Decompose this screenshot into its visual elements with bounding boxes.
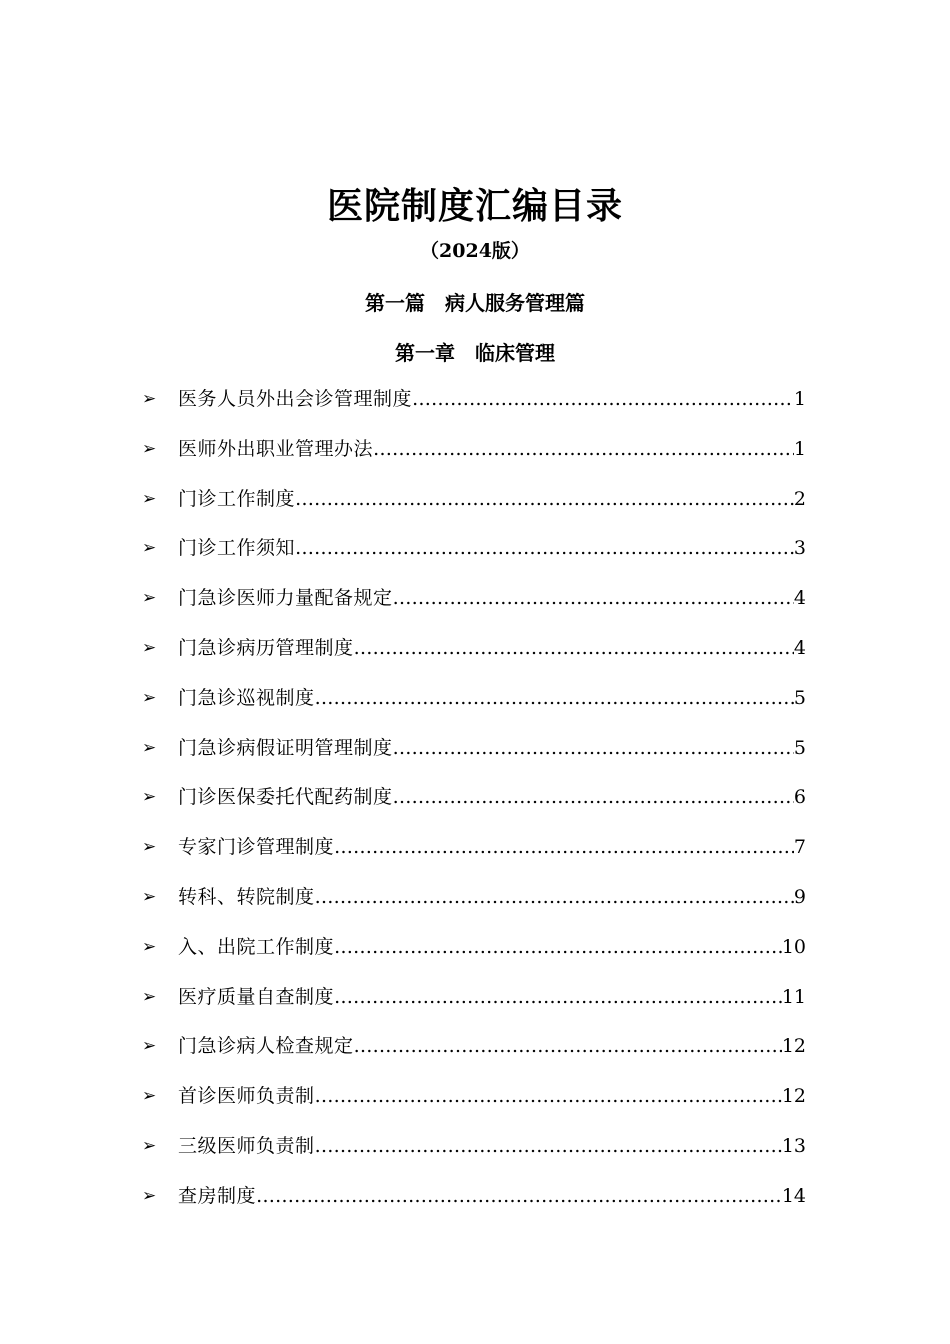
document-title: 医院制度汇编目录 (326, 186, 623, 227)
toc-entry-page-number: 4 (793, 636, 806, 659)
toc-entry-title: 门急诊巡视制度 (178, 686, 315, 709)
dot-leader (334, 982, 782, 1012)
dot-leader (295, 484, 794, 514)
table-of-contents (142, 384, 822, 1231)
toc-entry[interactable] (142, 1181, 822, 1231)
toc-entry-page-number: 9 (793, 885, 806, 908)
toc-entry-title: 门急诊医师力量配备规定 (178, 587, 393, 610)
toc-entry-title: 转科、转院制度 (178, 885, 315, 908)
toc-entry-line (178, 633, 806, 663)
arrow-bullet-icon: ➢ (142, 787, 157, 808)
toc-entry-title: 门急诊病历管理制度 (178, 636, 354, 659)
arrow-bullet-icon: ➢ (142, 687, 157, 708)
toc-entry[interactable] (142, 583, 822, 633)
arrow-bullet-icon: ➢ (142, 936, 157, 957)
arrow-bullet-icon: ➢ (142, 837, 157, 858)
dot-leader (295, 533, 794, 563)
toc-entry-page-number: 12 (781, 1085, 806, 1108)
toc-entry-title: 门诊工作制度 (178, 487, 296, 510)
toc-entry-title: 医师外出职业管理办法 (178, 437, 374, 460)
toc-entry-page-number: 1 (793, 388, 806, 410)
toc-entry-page-number: 4 (793, 587, 806, 610)
toc-entry-title: 门诊工作须知 (178, 537, 296, 560)
toc-entry-line (178, 434, 806, 464)
chapter-heading: 第一章 临床管理 (395, 341, 555, 365)
toc-entry-page-number: 3 (793, 537, 806, 560)
dot-leader (256, 1181, 782, 1211)
arrow-bullet-icon: ➢ (142, 538, 157, 559)
arrow-bullet-icon: ➢ (142, 588, 157, 609)
toc-entry-page-number: 2 (793, 487, 806, 510)
toc-entry-line (178, 1081, 806, 1111)
dot-leader (315, 1081, 782, 1111)
edition-label: （2024版） (420, 240, 530, 262)
arrow-bullet-icon: ➢ (142, 488, 157, 509)
part-heading: 第一篇 病人服务管理篇 (365, 291, 585, 315)
dot-leader (315, 1131, 782, 1161)
toc-entry-line (178, 882, 806, 912)
toc-entry-line (178, 1031, 806, 1061)
dot-leader (334, 832, 794, 862)
toc-entry-line (178, 533, 806, 563)
toc-entry-title: 医疗质量自查制度 (178, 985, 335, 1008)
toc-entry[interactable] (142, 434, 822, 484)
toc-entry-page-number: 11 (781, 985, 806, 1008)
toc-entry-line (178, 733, 806, 763)
arrow-bullet-icon: ➢ (142, 389, 157, 409)
toc-entry-page-number: 13 (781, 1134, 806, 1157)
dot-leader (412, 384, 794, 414)
toc-entry-title: 门急诊病假证明管理制度 (178, 736, 393, 759)
toc-entry-page-number: 5 (793, 686, 806, 709)
toc-entry-page-number: 10 (781, 935, 806, 958)
toc-entry-line (178, 384, 806, 414)
toc-entry[interactable] (142, 384, 822, 434)
toc-entry-line (178, 932, 806, 962)
dot-leader (354, 633, 794, 663)
dot-leader (315, 882, 794, 912)
toc-entry-title: 三级医师负责制 (178, 1134, 315, 1157)
toc-entry[interactable] (142, 982, 822, 1032)
arrow-bullet-icon: ➢ (142, 438, 157, 459)
arrow-bullet-icon: ➢ (142, 986, 157, 1007)
dot-leader (393, 733, 794, 763)
toc-entry-title: 入、出院工作制度 (178, 935, 335, 958)
toc-entry-title: 专家门诊管理制度 (178, 836, 335, 859)
toc-entry[interactable] (142, 533, 822, 583)
toc-entry-title: 查房制度 (178, 1184, 257, 1207)
arrow-bullet-icon: ➢ (142, 1185, 157, 1206)
toc-entry-line (178, 484, 806, 514)
dot-leader (393, 782, 794, 812)
toc-entry[interactable] (142, 1081, 822, 1131)
dot-leader (334, 932, 782, 962)
toc-entry-title: 首诊医师负责制 (178, 1085, 315, 1108)
toc-entry-title: 医务人员外出会诊管理制度 (178, 388, 413, 410)
arrow-bullet-icon: ➢ (142, 1135, 157, 1156)
toc-entry-line (178, 583, 806, 613)
toc-entry[interactable] (142, 1131, 822, 1181)
toc-entry-line (178, 832, 806, 862)
toc-entry-line (178, 1131, 806, 1161)
arrow-bullet-icon: ➢ (142, 1036, 157, 1057)
dot-leader (354, 1031, 782, 1061)
arrow-bullet-icon: ➢ (142, 1086, 157, 1107)
toc-entry-title: 门急诊病人检查规定 (178, 1035, 354, 1058)
arrow-bullet-icon: ➢ (142, 637, 157, 658)
dot-leader (373, 434, 794, 464)
toc-entry-page-number: 6 (793, 786, 806, 809)
arrow-bullet-icon: ➢ (142, 886, 157, 907)
toc-entry-page-number: 7 (793, 836, 806, 859)
toc-entry-page-number: 12 (781, 1035, 806, 1058)
toc-entry-page-number: 14 (781, 1184, 806, 1207)
toc-entry-line (178, 782, 806, 812)
toc-entry[interactable] (142, 932, 822, 982)
toc-entry[interactable] (142, 633, 822, 683)
toc-entry-page-number: 1 (793, 437, 806, 460)
toc-entry[interactable] (142, 1031, 822, 1081)
toc-entry[interactable] (142, 882, 822, 932)
toc-entry-page-number: 5 (793, 736, 806, 759)
toc-entry-line (178, 982, 806, 1012)
arrow-bullet-icon: ➢ (142, 737, 157, 758)
toc-entry[interactable] (142, 733, 822, 783)
dot-leader (315, 683, 794, 713)
toc-entry[interactable] (142, 832, 822, 882)
toc-entry-line (178, 1181, 806, 1211)
toc-entry[interactable] (142, 782, 822, 832)
dot-leader (393, 583, 794, 613)
toc-entry[interactable] (142, 683, 822, 733)
toc-entry-line (178, 683, 806, 713)
toc-entry[interactable] (142, 484, 822, 534)
toc-entry-title: 门诊医保委托代配药制度 (178, 786, 393, 809)
